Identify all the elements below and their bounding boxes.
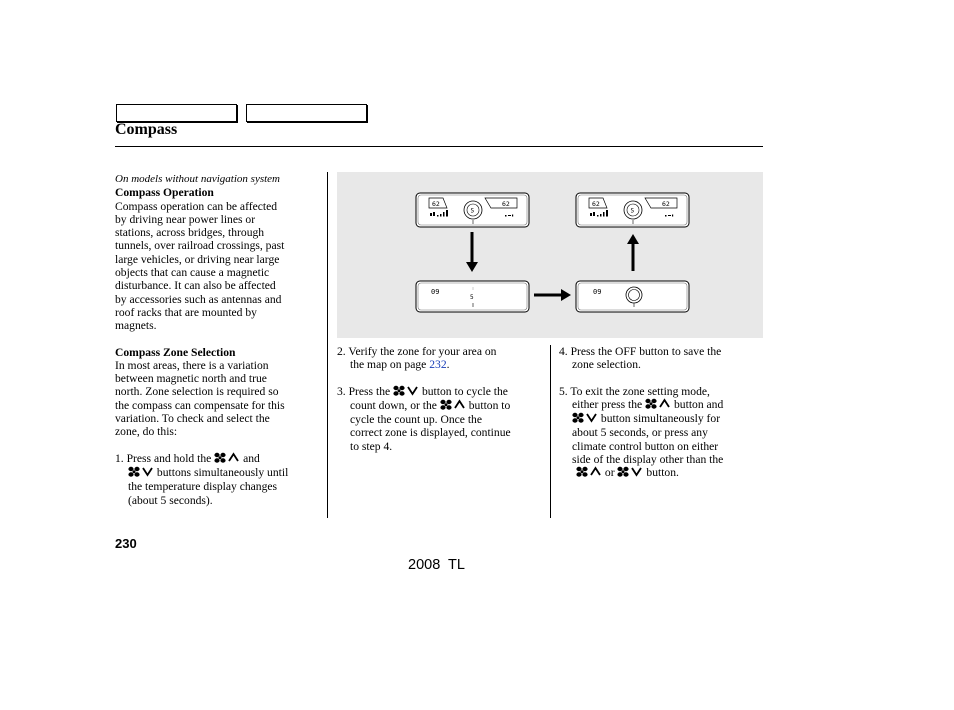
text-line: magnets.: [115, 319, 157, 333]
step-3: 3. Press the button to cycle the count down, or the button to cycle the count up. Once the correct zone is displayed, continue to step 4.: [337, 384, 511, 453]
arrow-up-icon: [627, 234, 639, 271]
fan-up-icon: [214, 452, 240, 466]
temp-right-label: 62: [502, 200, 510, 208]
climate-display-top-left: [416, 193, 529, 227]
fan-down-icon: [572, 412, 598, 426]
climate-display-top-right: [576, 193, 689, 227]
step-4: 4. Press the OFF button to save the zone selection.: [559, 345, 722, 372]
heading-compass-zone-selection: Compass Zone Selection: [115, 345, 236, 359]
compass-dial-letter: S: [470, 207, 475, 215]
text-line: tunnels, over railroad crossings, past: [115, 239, 285, 253]
text-line: roof racks that are mounted by: [115, 305, 257, 319]
fan-down-icon: [128, 466, 154, 480]
footer-model: 2008 TL: [408, 557, 465, 573]
arrow-down-icon: [466, 232, 478, 272]
fan-down-icon: [617, 466, 643, 480]
fan-up-icon: [576, 466, 602, 480]
step-1: 1. Press and hold the and buttons simultaneously until the temperature display changes (about 5 seconds).: [115, 451, 289, 507]
text-line: by accessories such as antennas and: [115, 292, 282, 306]
zone-display-bottom-right: [576, 281, 689, 312]
text-line: Compass operation can be affected: [115, 199, 278, 213]
model-note: On models without navigation system: [115, 173, 280, 185]
temp-left-label: 62: [592, 200, 600, 208]
text-line: by driving near power lines or: [115, 212, 256, 226]
zone-paragraph: [115, 359, 323, 439]
text-line: stations, across bridges, through: [115, 226, 265, 240]
middle-column: [337, 345, 543, 453]
compass-zone-figure: [337, 172, 763, 338]
step-5: 5. To exit the zone setting mode, either press the button and button simultaneously for about 5 seconds, or press any climate control button on either side of the display other than the or button.: [559, 384, 724, 480]
column-divider-2: [550, 345, 551, 518]
heading-compass-operation: Compass Operation: [115, 186, 214, 200]
text-line: between magnetic north and true: [115, 372, 267, 386]
zone-digit-label: 5: [470, 294, 474, 301]
zone-display-bottom-left: [416, 281, 529, 312]
fan-down-icon: [393, 385, 419, 399]
zone-number-label: 09: [431, 288, 440, 296]
text-line: zone, do this:: [115, 425, 178, 439]
page-title: Compass: [115, 121, 178, 138]
step-2: 2. Verify the zone for your area on the map on page 232.: [337, 345, 497, 372]
text-line: objects that can cause a magnetic: [115, 266, 270, 280]
column-divider-1: [327, 172, 328, 518]
fan-up-icon: [440, 399, 466, 413]
header-tab-1: [116, 104, 237, 122]
text-line: disturbance. It can also be affected: [115, 279, 276, 293]
text-line: large vehicles, or driving near large: [115, 252, 280, 266]
temp-left-label: 62: [432, 200, 440, 208]
page-number: 230: [115, 536, 137, 551]
compass-dial-letter: S: [630, 207, 635, 215]
title-rule: [115, 146, 763, 147]
left-column: [115, 173, 323, 507]
right-column: [559, 345, 763, 481]
temp-right-label: 62: [662, 200, 670, 208]
arrow-right-icon: [534, 289, 571, 301]
page-232-link[interactable]: 232: [429, 358, 447, 372]
header-tab-2: [246, 104, 367, 122]
text-line: the compass can compensate for this: [115, 398, 285, 412]
text-line: In most areas, there is a variation: [115, 358, 269, 372]
text-line: variation. To check and select the: [115, 412, 270, 426]
operation-paragraph: [115, 200, 323, 333]
text-line: north. Zone selection is required so: [115, 385, 279, 399]
fan-up-icon: [645, 398, 671, 412]
zone-number-label: 09: [593, 288, 602, 296]
